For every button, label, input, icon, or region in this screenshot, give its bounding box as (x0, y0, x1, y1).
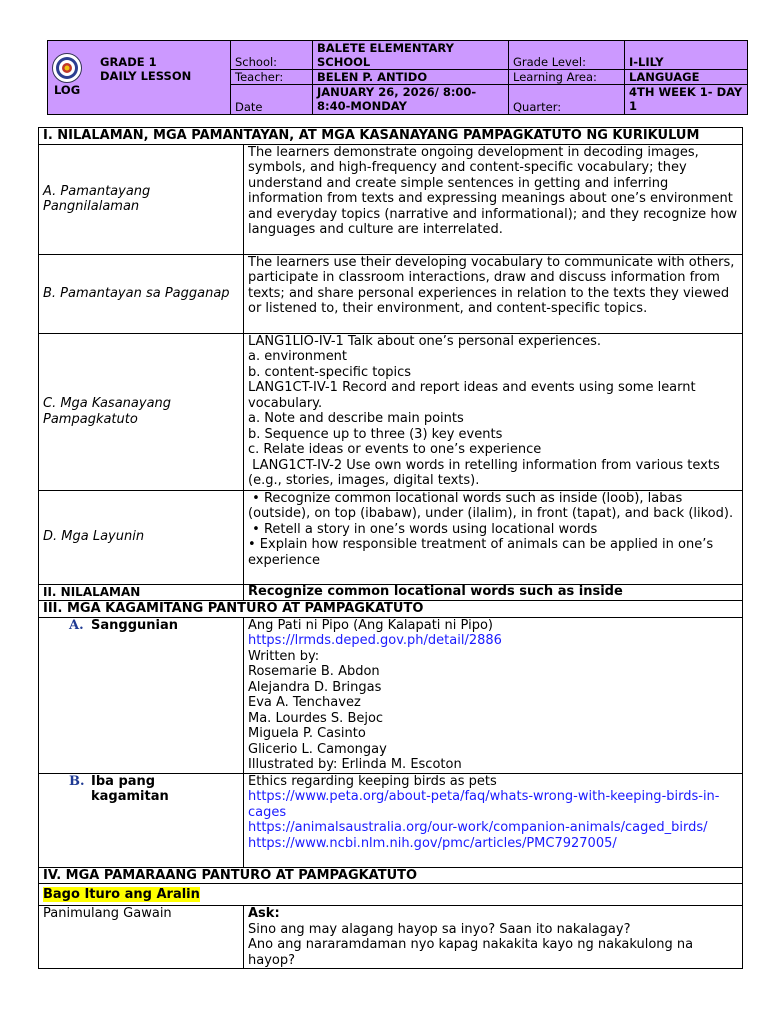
other-materials-letter: B. (69, 773, 85, 789)
header-title-cell (48, 41, 231, 115)
content-standard-label: A. Pamantayang Pangnilalaman (39, 144, 244, 254)
quarter-label: Quarter: (509, 85, 625, 115)
ask-question: Sino ang may alagang hayop sa inyo? Saan ito nakalagay? (248, 921, 631, 937)
section-2-value: Recognize common locational words such as inside (244, 584, 743, 601)
header-title-log: LOG (54, 83, 81, 97)
header-title-grade: GRADE 1 (100, 55, 157, 69)
competencies-list (244, 333, 743, 490)
objectives-label: D. Mga Layunin (39, 490, 244, 584)
other-materials-content (244, 773, 743, 867)
ask-question: Ano ang nararamdaman nyo kapag nakakita kayo ng nakakulong na hayop? (248, 937, 694, 968)
teacher-label: Teacher: (231, 70, 313, 85)
school-value-text: BALETE ELEMENTARY SCHOOL (317, 41, 454, 69)
reference-line: Glicerio L. Camongay (248, 741, 387, 757)
competency-line: LANG1CT-IV-2 Use own words in retelling information from various texts (e.g., stories, images, digital texts). (248, 457, 724, 488)
references-label: Sanggunian (91, 617, 178, 633)
section-2-heading: II. NILALAMAN (39, 584, 244, 601)
header-title-dll: DAILY LESSON (100, 69, 192, 83)
reference-line: Miguela P. Casinto (248, 726, 366, 741)
other-materials-label-cell (39, 773, 244, 867)
competency-line: b. content-specific topics (248, 364, 412, 380)
opening-activity-content (244, 906, 743, 969)
date-value: JANUARY 26, 2026/ 8:00-8:40-MONDAY (313, 85, 509, 115)
header-table (47, 40, 748, 115)
reference-line: Written by: (248, 648, 320, 664)
school-value (313, 41, 509, 70)
references-content (244, 617, 743, 773)
before-lesson-heading: Bago Ituro ang Aralin (43, 886, 200, 902)
lesson-table (38, 127, 743, 969)
header-title (100, 55, 191, 83)
school-label: School: (231, 41, 313, 70)
peta-link[interactable]: https://www.peta.org/about-peta/faq/whats-wrong-with-keeping-birds-in-cages (248, 789, 720, 820)
deped-seal-icon (52, 53, 82, 83)
reference-line: Illustrated by: Erlinda M. Escoton (248, 757, 462, 772)
grade-level-label: Grade Level: (509, 41, 625, 70)
reference-line: Eva A. Tenchavez (248, 695, 361, 710)
section-4-heading: IV. MGA PAMARAANG PANTURO AT PAMPAGKATUTO (39, 867, 743, 884)
reference-line: Rosemarie B. Abdon (248, 664, 380, 679)
objective-line: • Recognize common locational words such as inside (loob), labas (outside), on top (ibabaw), under (ilalim), in front (tapat), and back (likod). (248, 490, 734, 521)
teacher-value: BELEN P. ANTIDO (313, 70, 509, 85)
other-materials-title: Ethics regarding keeping birds as pets (248, 773, 497, 789)
performance-standard-text: The learners use their developing vocabulary to communicate with others, participate in classroom interactions, draw and discuss information from texts; and share personal experiences in relation to the texts they viewed or listened to, their environment, and content-specific topics. (244, 254, 743, 333)
competency-line: a. Note and describe main points (248, 411, 464, 426)
other-materials-label (91, 774, 169, 805)
before-lesson-row (39, 884, 743, 906)
learning-area-label: Learning Area: (509, 70, 625, 85)
competency-line: c. Relate ideas or events to one’s experience (248, 442, 542, 457)
animals-australia-link[interactable]: https://animalsaustralia.org/our-work/companion-animals/caged_birds/ (248, 820, 708, 835)
grade-level-value: I-LILY (625, 41, 748, 70)
performance-standard-label: B. Pamantayan sa Pagganap (39, 254, 244, 333)
competencies-label: C. Mga Kasanayang Pampagkatuto (39, 333, 244, 490)
section-1-heading: I. NILALAMAN, MGA PAMANTAYAN, AT MGA KASANAYANG PAMPAGKATUTO NG KURIKULUM (39, 128, 743, 145)
reference-line: Ma. Lourdes S. Bejoc (248, 710, 384, 726)
competency-line: b. Sequence up to three (3) key events (248, 426, 503, 442)
learning-area-value: LANGUAGE (625, 70, 748, 85)
reference-title: Ang Pati ni Pipo (Ang Kalapati ni Pipo) (248, 617, 493, 633)
objectives-list (244, 490, 743, 584)
references-label-cell (39, 617, 244, 773)
ncbi-link[interactable]: https://www.ncbi.nlm.nih.gov/pmc/articles/PMC7927005/ (248, 835, 617, 851)
competency-line: LANG1CT-IV-1 Record and report ideas and events using some learnt vocabulary. (248, 380, 696, 411)
date-label: Date (231, 85, 313, 115)
competency-line: LANG1LIO-IV-1 Talk about one’s personal experiences. (248, 333, 602, 349)
other-materials-label-1: Iba pang (91, 773, 156, 789)
objective-line: • Retell a story in one’s words using locational words (248, 521, 598, 537)
competency-line: a. environment (248, 349, 348, 364)
section-3-heading: III. MGA KAGAMITANG PANTURO AT PAMPAGKATUTO (39, 601, 743, 618)
content-standard-text: The learners demonstrate ongoing development in decoding images, symbols, and high-frequency and content-specific vocabulary; they understand and create simple sentences in getting and inferring information from texts and expressing meanings about one’s environment and everyday topics (narrative and informational); and they recognize how languages and culture are interrelated. (244, 144, 743, 254)
reference-line: Alejandra D. Bringas (248, 679, 382, 695)
other-materials-label-2: kagamitan (91, 789, 169, 804)
quarter-value: 4TH WEEK 1- DAY 1 (625, 85, 748, 115)
opening-activity-label: Panimulang Gawain (39, 906, 244, 969)
reference-link[interactable]: https://lrmds.deped.gov.ph/detail/2886 (248, 633, 502, 648)
objective-line: • Explain how responsible treatment of animals can be applied in one’s experience (248, 537, 714, 568)
references-letter: A. (69, 617, 84, 633)
ask-label: Ask: (248, 906, 280, 921)
